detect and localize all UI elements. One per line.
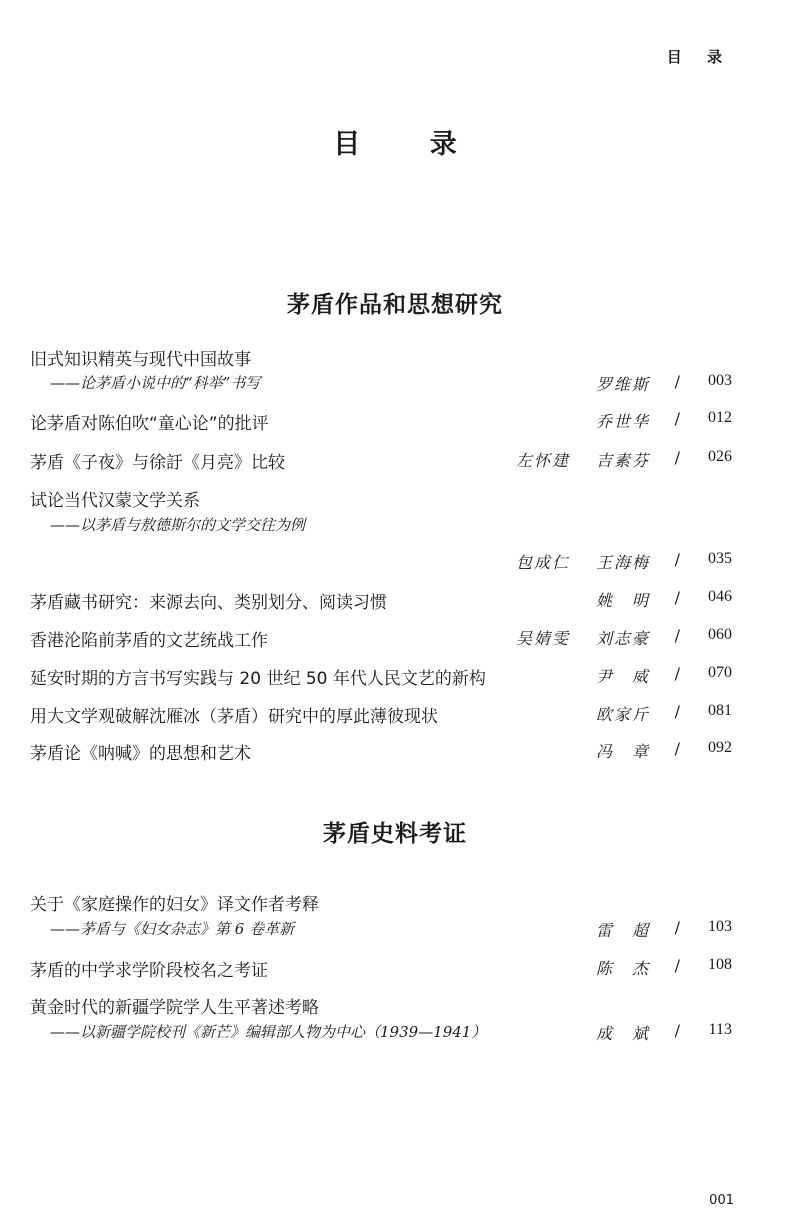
entry-co-author: 吴婧雯 bbox=[515, 629, 570, 648]
entry-author: 成 斌 bbox=[595, 1024, 650, 1043]
entry-subtitle: ——论茅盾小说中的“科举”书写 bbox=[50, 374, 261, 392]
entry-page: 092 bbox=[708, 739, 732, 756]
entry-title: 关于《家庭操作的妇女》译文作者考释 bbox=[30, 895, 319, 915]
entry-page: 108 bbox=[708, 956, 732, 973]
toc-entry[interactable] bbox=[30, 345, 732, 373]
entry-title: 茅盾《子夜》与徐訏《月亮》比较 bbox=[30, 453, 285, 473]
entry-slash: / bbox=[674, 588, 680, 607]
entry-co-author: 包成仁 bbox=[515, 553, 570, 572]
entry-author: 王海梅 bbox=[595, 553, 650, 572]
toc-entry-authors bbox=[30, 550, 732, 578]
entry-title: 茅盾论《呐喊》的思想和艺术 bbox=[30, 744, 251, 764]
entry-author: 乔世华 bbox=[595, 412, 650, 431]
entry-slash: / bbox=[674, 626, 680, 645]
entry-title: 论茅盾对陈伯吹“童心论”的批评 bbox=[30, 414, 269, 434]
entry-title: 试论当代汉蒙文学关系 bbox=[30, 491, 200, 511]
section-title: 茅盾史料考证 bbox=[323, 821, 467, 847]
toc-entry-sub bbox=[30, 1021, 732, 1049]
toc-entry[interactable] bbox=[30, 956, 732, 984]
entry-page: 113 bbox=[708, 1021, 732, 1038]
toc-entry[interactable] bbox=[30, 739, 732, 767]
entry-title: 茅盾藏书研究：来源去向、类别划分、阅读习惯 bbox=[30, 593, 387, 613]
entry-author: 吉素芬 bbox=[595, 451, 650, 470]
entry-page: 070 bbox=[708, 664, 732, 681]
section-title: 茅盾作品和思想研究 bbox=[287, 292, 503, 318]
entry-slash: / bbox=[674, 918, 680, 937]
entry-slash: / bbox=[674, 956, 680, 975]
toc-entry[interactable] bbox=[30, 588, 732, 616]
entry-page: 012 bbox=[708, 409, 732, 426]
toc-entry-sub bbox=[30, 372, 732, 400]
entry-slash: / bbox=[674, 550, 680, 569]
entry-title: 茅盾的中学求学阶段校名之考证 bbox=[30, 961, 268, 981]
entry-page: 046 bbox=[708, 588, 732, 605]
entry-title: 旧式知识精英与现代中国故事 bbox=[30, 350, 251, 370]
entry-author: 雷 超 bbox=[595, 921, 650, 940]
entry-title: 用大文学观破解沈雁冰（茅盾）研究中的厚此薄彼现状 bbox=[30, 707, 438, 727]
entry-slash: / bbox=[674, 664, 680, 683]
entry-author: 欧家斤 bbox=[595, 705, 650, 724]
entry-slash: / bbox=[674, 448, 680, 467]
toc-entry-sub bbox=[30, 514, 732, 542]
toc-entry[interactable] bbox=[30, 448, 732, 476]
toc-entry[interactable] bbox=[30, 702, 732, 730]
entry-author: 姚 明 bbox=[595, 591, 650, 610]
running-head: 目 录 bbox=[666, 48, 732, 66]
entry-slash: / bbox=[674, 372, 680, 391]
toc-entry-sub bbox=[30, 918, 732, 946]
entry-slash: / bbox=[674, 1021, 680, 1040]
page-folio: 001 bbox=[709, 1193, 734, 1208]
entry-title: 延安时期的方言书写实践与 20 世纪 50 年代人民文艺的新构 bbox=[30, 669, 486, 689]
entry-author: 冯 章 bbox=[595, 742, 650, 761]
page-title: 目 录 bbox=[333, 129, 487, 160]
entry-subtitle: ——茅盾与《妇女杂志》第 6 卷革新 bbox=[50, 920, 295, 938]
entry-page: 103 bbox=[708, 918, 732, 935]
entry-subtitle: ——以新疆学院校刊《新芒》编辑部人物为中心（1939—1941） bbox=[50, 1023, 487, 1041]
toc-entry[interactable] bbox=[30, 664, 732, 692]
entry-page: 026 bbox=[708, 448, 732, 465]
entry-subtitle: ——以茅盾与敖德斯尔的文学交往为例 bbox=[50, 516, 306, 534]
entry-author: 尹 威 bbox=[595, 667, 650, 686]
toc-entry[interactable] bbox=[30, 486, 732, 514]
entry-title: 香港沦陷前茅盾的文艺统战工作 bbox=[30, 631, 268, 651]
entry-author: 罗维斯 bbox=[595, 375, 650, 394]
entry-page: 003 bbox=[708, 372, 732, 389]
entry-page: 060 bbox=[708, 626, 732, 643]
toc-entry[interactable] bbox=[30, 890, 732, 918]
entry-page: 035 bbox=[708, 550, 732, 567]
entry-author: 陈 杰 bbox=[595, 959, 650, 978]
entry-slash: / bbox=[674, 702, 680, 721]
toc-entry[interactable] bbox=[30, 993, 732, 1021]
toc-entry[interactable] bbox=[30, 409, 732, 437]
entry-page: 081 bbox=[708, 702, 732, 719]
toc-entry[interactable] bbox=[30, 626, 732, 654]
entry-author: 刘志豪 bbox=[595, 629, 650, 648]
entry-slash: / bbox=[674, 409, 680, 428]
entry-co-author: 左怀建 bbox=[515, 451, 570, 470]
entry-slash: / bbox=[674, 739, 680, 758]
entry-title: 黄金时代的新疆学院学人生平著述考略 bbox=[30, 998, 319, 1018]
